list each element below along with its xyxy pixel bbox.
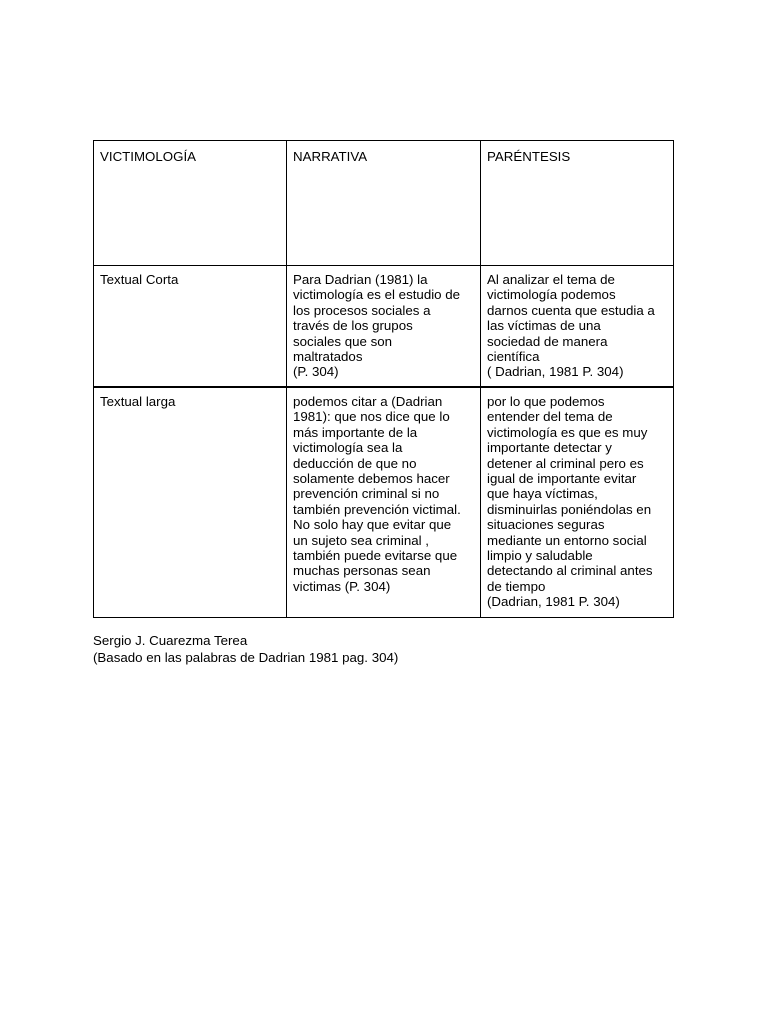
header-parentesis: PARÉNTESIS xyxy=(481,141,674,266)
cell-narrativa: Para Dadrian (1981) la victimología es el estudio de los procesos sociales a través de los grupos sociales que son maltratados (P. 304) xyxy=(287,266,481,388)
comparison-table xyxy=(93,140,674,618)
source-note: (Basado en las palabras de Dadrian 1981 pag. 304) xyxy=(93,650,399,665)
table-row xyxy=(94,266,674,388)
header-victimologia: VICTIMOLOGÍA xyxy=(94,141,287,266)
header-narrativa: NARRATIVA xyxy=(287,141,481,266)
table-header-row xyxy=(94,141,674,266)
row-label: Textual larga xyxy=(94,387,287,618)
cell-parentesis: Al analizar el tema de victimología podemos darnos cuenta que estudia a las víctimas de una sociedad de manera científica ( Dadrian, 1981 P. 304) xyxy=(481,266,674,388)
row-label: Textual Corta xyxy=(94,266,287,388)
author-line: Sergio J. Cuarezma Terea xyxy=(93,633,248,648)
cell-parentesis: por lo que podemos entender del tema de victimología es que es muy importante detectar y detener al criminal pero es igual de importante evitar que haya víctimas, disminuirlas poniéndolas en situaciones seguras mediante un entorno social limpio y saludable detectando al criminal antes de tiempo (Dadrian, 1981 P. 304) xyxy=(481,387,674,618)
table-row xyxy=(94,387,674,618)
footer xyxy=(93,632,398,666)
cell-narrativa: podemos citar a (Dadrian 1981): que nos dice que lo más importante de la victimología sea la deducción de que no solamente debemos hacer prevención criminal si no también prevención victimal. No solo hay que evitar que un sujeto sea criminal , también puede evitarse que muchas personas sean victimas (P. 304) xyxy=(287,387,481,618)
